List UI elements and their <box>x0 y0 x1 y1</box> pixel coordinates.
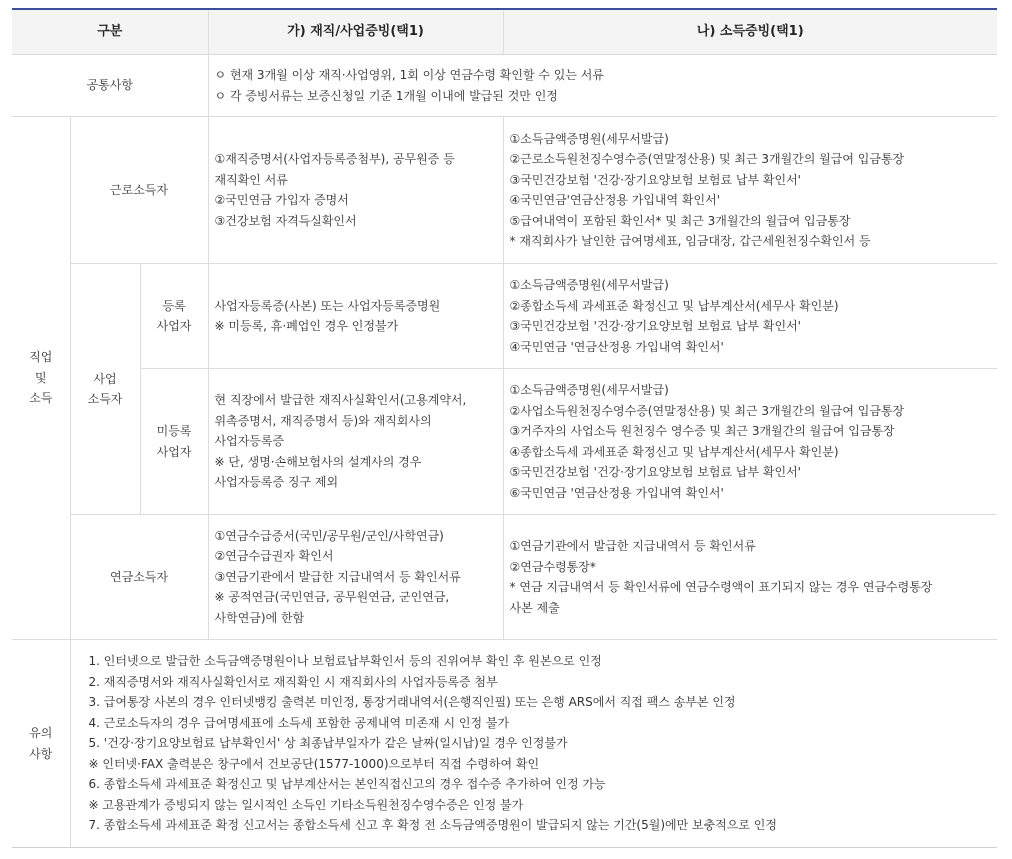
table-row-earner <box>12 117 997 264</box>
unregistered-employment-docs <box>208 369 503 515</box>
unregistered-income-docs <box>503 369 997 515</box>
doc-line: 사업자등록증(사본) 또는 사업자등록증명원 <box>214 298 441 313</box>
doc-line: ※ 공적연금(국민연금, 공무원연금, 군인연금, <box>214 590 450 605</box>
earner-label: 근로소득자 <box>70 117 208 264</box>
table-row-unregistered-business <box>12 369 997 515</box>
doc-line: ②연금수령통장* <box>509 559 596 574</box>
doc-line: ②근로소득원천징수영수증(연말정산용) 및 최근 3개월간의 월급여 입금통장 <box>509 152 905 166</box>
note-line: 5. '건강·장기요양보험료 납부확인서' 상 최종납부일자가 같은 날짜(일시납)일 경우 인정불가 <box>88 736 568 751</box>
registered-income-docs <box>503 264 997 369</box>
common-label: 공통사항 <box>12 55 208 117</box>
common-line: ㅇ 현재 3개월 이상 재직·사업영위, 1회 이상 연금수령 확인할 수 있는 서류 <box>214 68 604 82</box>
doc-line: ④국민연금'연금산정용 가입내역 확인서' <box>509 193 720 207</box>
registered-label: 등록 사업자 <box>140 264 208 369</box>
note-line: 1. 인터넷으로 발급한 소득금액증명원이나 보험료납부확인서 등의 진위여부 확인 후 원본으로 인정 <box>88 654 602 669</box>
table-header-row <box>12 9 997 55</box>
doc-line: ①연금기관에서 발급한 지급내역서 등 확인서류 <box>509 539 756 553</box>
doc-line: ③국민건강보험 '건강·장기요양보험 보험료 납부 확인서' <box>509 172 801 187</box>
doc-line: ※ 미등록, 휴·폐업인 경우 인정불가 <box>214 319 399 333</box>
pension-income-docs <box>503 515 997 640</box>
notes-content <box>70 640 997 848</box>
doc-line: 사본 제출 <box>509 600 560 615</box>
doc-line: 사업자등록증 <box>214 434 285 449</box>
doc-line: ⑥국민연금 '연금산정용 가입내역 확인서' <box>509 485 724 500</box>
pension-label: 연금소득자 <box>70 515 208 640</box>
table-row-common <box>12 55 997 117</box>
doc-line: ①연금수급증서(국민/공무원/군인/사학연금) <box>214 528 444 543</box>
note-line: 4. 근로소득자의 경우 급여명세표에 소득세 포함한 공제내역 미존재 시 인정 불가 <box>88 715 510 730</box>
note-line: 2. 재직증명서와 재직사실확인서로 재직확인 시 재직회사의 사업자등록증 첨부 <box>88 674 498 689</box>
doc-line: 위촉증명서, 재직증명서 등)와 재직회사의 <box>214 413 432 428</box>
earner-income-docs <box>503 117 997 264</box>
doc-line: ②국민연금 가입자 증명서 <box>214 193 349 207</box>
doc-line: ①소득금액증명원(세무서발급) <box>509 278 669 292</box>
registered-employment-docs <box>208 264 503 369</box>
doc-line: ⑤급여내역이 포함된 확인서* 및 최근 3개월간의 월급여 입금통장 <box>509 213 851 228</box>
doc-line: ①소득금액증명원(세무서발급) <box>509 131 669 146</box>
doc-line: ③국민건강보험 '건강·장기요양보험 보험료 납부 확인서' <box>509 319 801 333</box>
doc-line: * 재직회사가 날인한 급여명세표, 임금대장, 갑근세원천징수확인서 등 <box>509 234 871 248</box>
note-line: ※ 인터넷·FAX 출력분은 창구에서 건보공단(1577-1000)으로부터 직접 수령하여 확인 <box>88 756 540 771</box>
common-line: ㅇ 각 증빙서류는 보증신청일 기준 1개월 이내에 발급된 것만 인정 <box>214 88 558 103</box>
document-requirements-table <box>12 8 997 848</box>
note-line: 6. 종합소득세 과세표준 확정신고 및 납부계산서는 본인직접신고의 경우 접수증 추가하여 인정 가능 <box>88 777 606 792</box>
doc-line: ③연금기관에서 발급한 지급내역서 등 확인서류 <box>214 569 461 584</box>
doc-line: 사업자등록증 징구 제외 <box>214 475 339 490</box>
doc-line: ※ 단, 생명·손해보험사의 설계사의 경우 <box>214 454 422 469</box>
doc-line: * 연금 지급내역서 등 확인서류에 연금수령액이 표기되지 않는 경우 연금수령통장 <box>509 580 933 594</box>
table-row-registered-business <box>12 264 997 369</box>
earner-employment-docs <box>208 117 503 264</box>
doc-line: ⑤국민건강보험 '건강·장기요양보험 보험료 납부 확인서' <box>509 465 801 479</box>
common-content <box>208 55 997 117</box>
doc-line: ①재직증명서(사업자등록증첨부), 공무원증 등 <box>214 152 455 166</box>
unregistered-label: 미등록 사업자 <box>140 369 208 515</box>
header-employment-proof: 가) 재직/사업증빙(택1) <box>208 9 503 55</box>
doc-line: ①소득금액증명원(세무서발급) <box>509 383 669 397</box>
doc-line: ④국민연금 '연금산정용 가입내역 확인서' <box>509 339 724 354</box>
doc-line: ②종합소득세 과세표준 확정신고 및 납부계산서(세무사 확인분) <box>509 298 839 313</box>
note-line: 7. 종합소득세 과세표준 확정 신고서는 종합소득세 신고 후 확정 전 소득금액증명원이 발급되지 않는 기간(5월)에만 보충적으로 인정 <box>88 818 777 833</box>
table-row-pension <box>12 515 997 640</box>
job-income-label: 직업 및 소득 <box>12 117 70 640</box>
note-line: 3. 급여통장 사본의 경우 인터넷뱅킹 출력본 미인정, 통장거래내역서(은행직인필) 또는 은행 ARS에서 직접 팩스 송부본 인정 <box>88 695 736 710</box>
doc-line: ②연금수급권자 확인서 <box>214 549 334 564</box>
doc-line: ③거주자의 사업소득 원천징수 영수증 및 최근 3개월간의 월급여 입금통장 <box>509 424 895 438</box>
header-income-proof: 나) 소득증빙(택1) <box>503 9 997 55</box>
doc-line: 재직확인 서류 <box>214 172 288 187</box>
note-line: ※ 고용관계가 증빙되지 않는 일시적인 소득인 기타소득원천징수영수증은 인정 불가 <box>88 797 524 812</box>
doc-line: ②사업소득원천징수영수증(연말정산용) 및 최근 3개월간의 월급여 입금통장 <box>509 403 905 418</box>
doc-line: ④종합소득세 과세표준 확정신고 및 납부계산서(세무사 확인분) <box>509 444 839 459</box>
business-label: 사업 소득자 <box>70 264 140 515</box>
pension-employment-docs <box>208 515 503 640</box>
header-category: 구분 <box>12 9 208 55</box>
doc-line: 현 직장에서 발급한 재직사실확인서(고용계약서, <box>214 393 467 408</box>
table-row-notes <box>12 640 997 848</box>
notes-label: 유의 사항 <box>12 640 70 848</box>
doc-line: 사학연금)에 한함 <box>214 610 305 625</box>
doc-line: ③건강보험 자격득실확인서 <box>214 213 357 228</box>
